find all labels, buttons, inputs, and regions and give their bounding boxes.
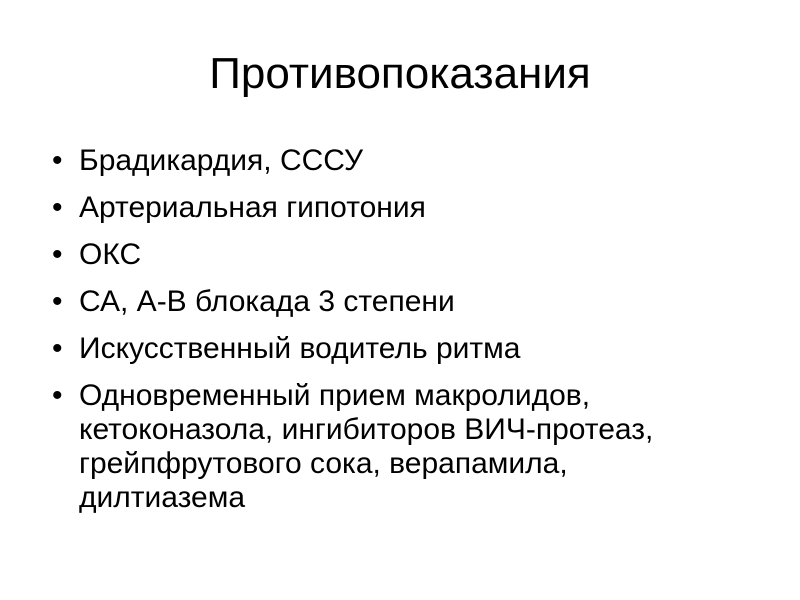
- list-item-text: Артериальная гипотония: [79, 191, 426, 224]
- list-item-text: ОКС: [79, 238, 142, 271]
- bullet-icon: •: [52, 285, 63, 318]
- bullet-icon: •: [52, 238, 63, 271]
- bullet-icon: •: [52, 332, 63, 365]
- bullet-icon: •: [52, 144, 63, 177]
- slide-title: Противопоказания: [209, 49, 591, 98]
- list-item-text: Брадикардия, СССУ: [79, 144, 364, 177]
- bullet-icon: •: [52, 379, 63, 412]
- bullet-icon: •: [52, 191, 63, 224]
- list-item: [52, 191, 732, 225]
- list-item: [52, 379, 732, 515]
- list-item: [52, 332, 732, 366]
- list-item: [52, 144, 732, 178]
- contraindications-list: [52, 144, 732, 528]
- list-item-text: Одновременный прием макролидов, кетоконазола, ингибиторов ВИЧ-протеаз, грейпфрутового сока, верапамила, дилтиазема: [79, 379, 654, 514]
- list-item: [52, 285, 732, 319]
- list-item-text: Искусственный водитель ритма: [79, 332, 521, 365]
- list-item-text: СА, А-В блокада 3 степени: [79, 285, 455, 318]
- list-item: [52, 238, 732, 272]
